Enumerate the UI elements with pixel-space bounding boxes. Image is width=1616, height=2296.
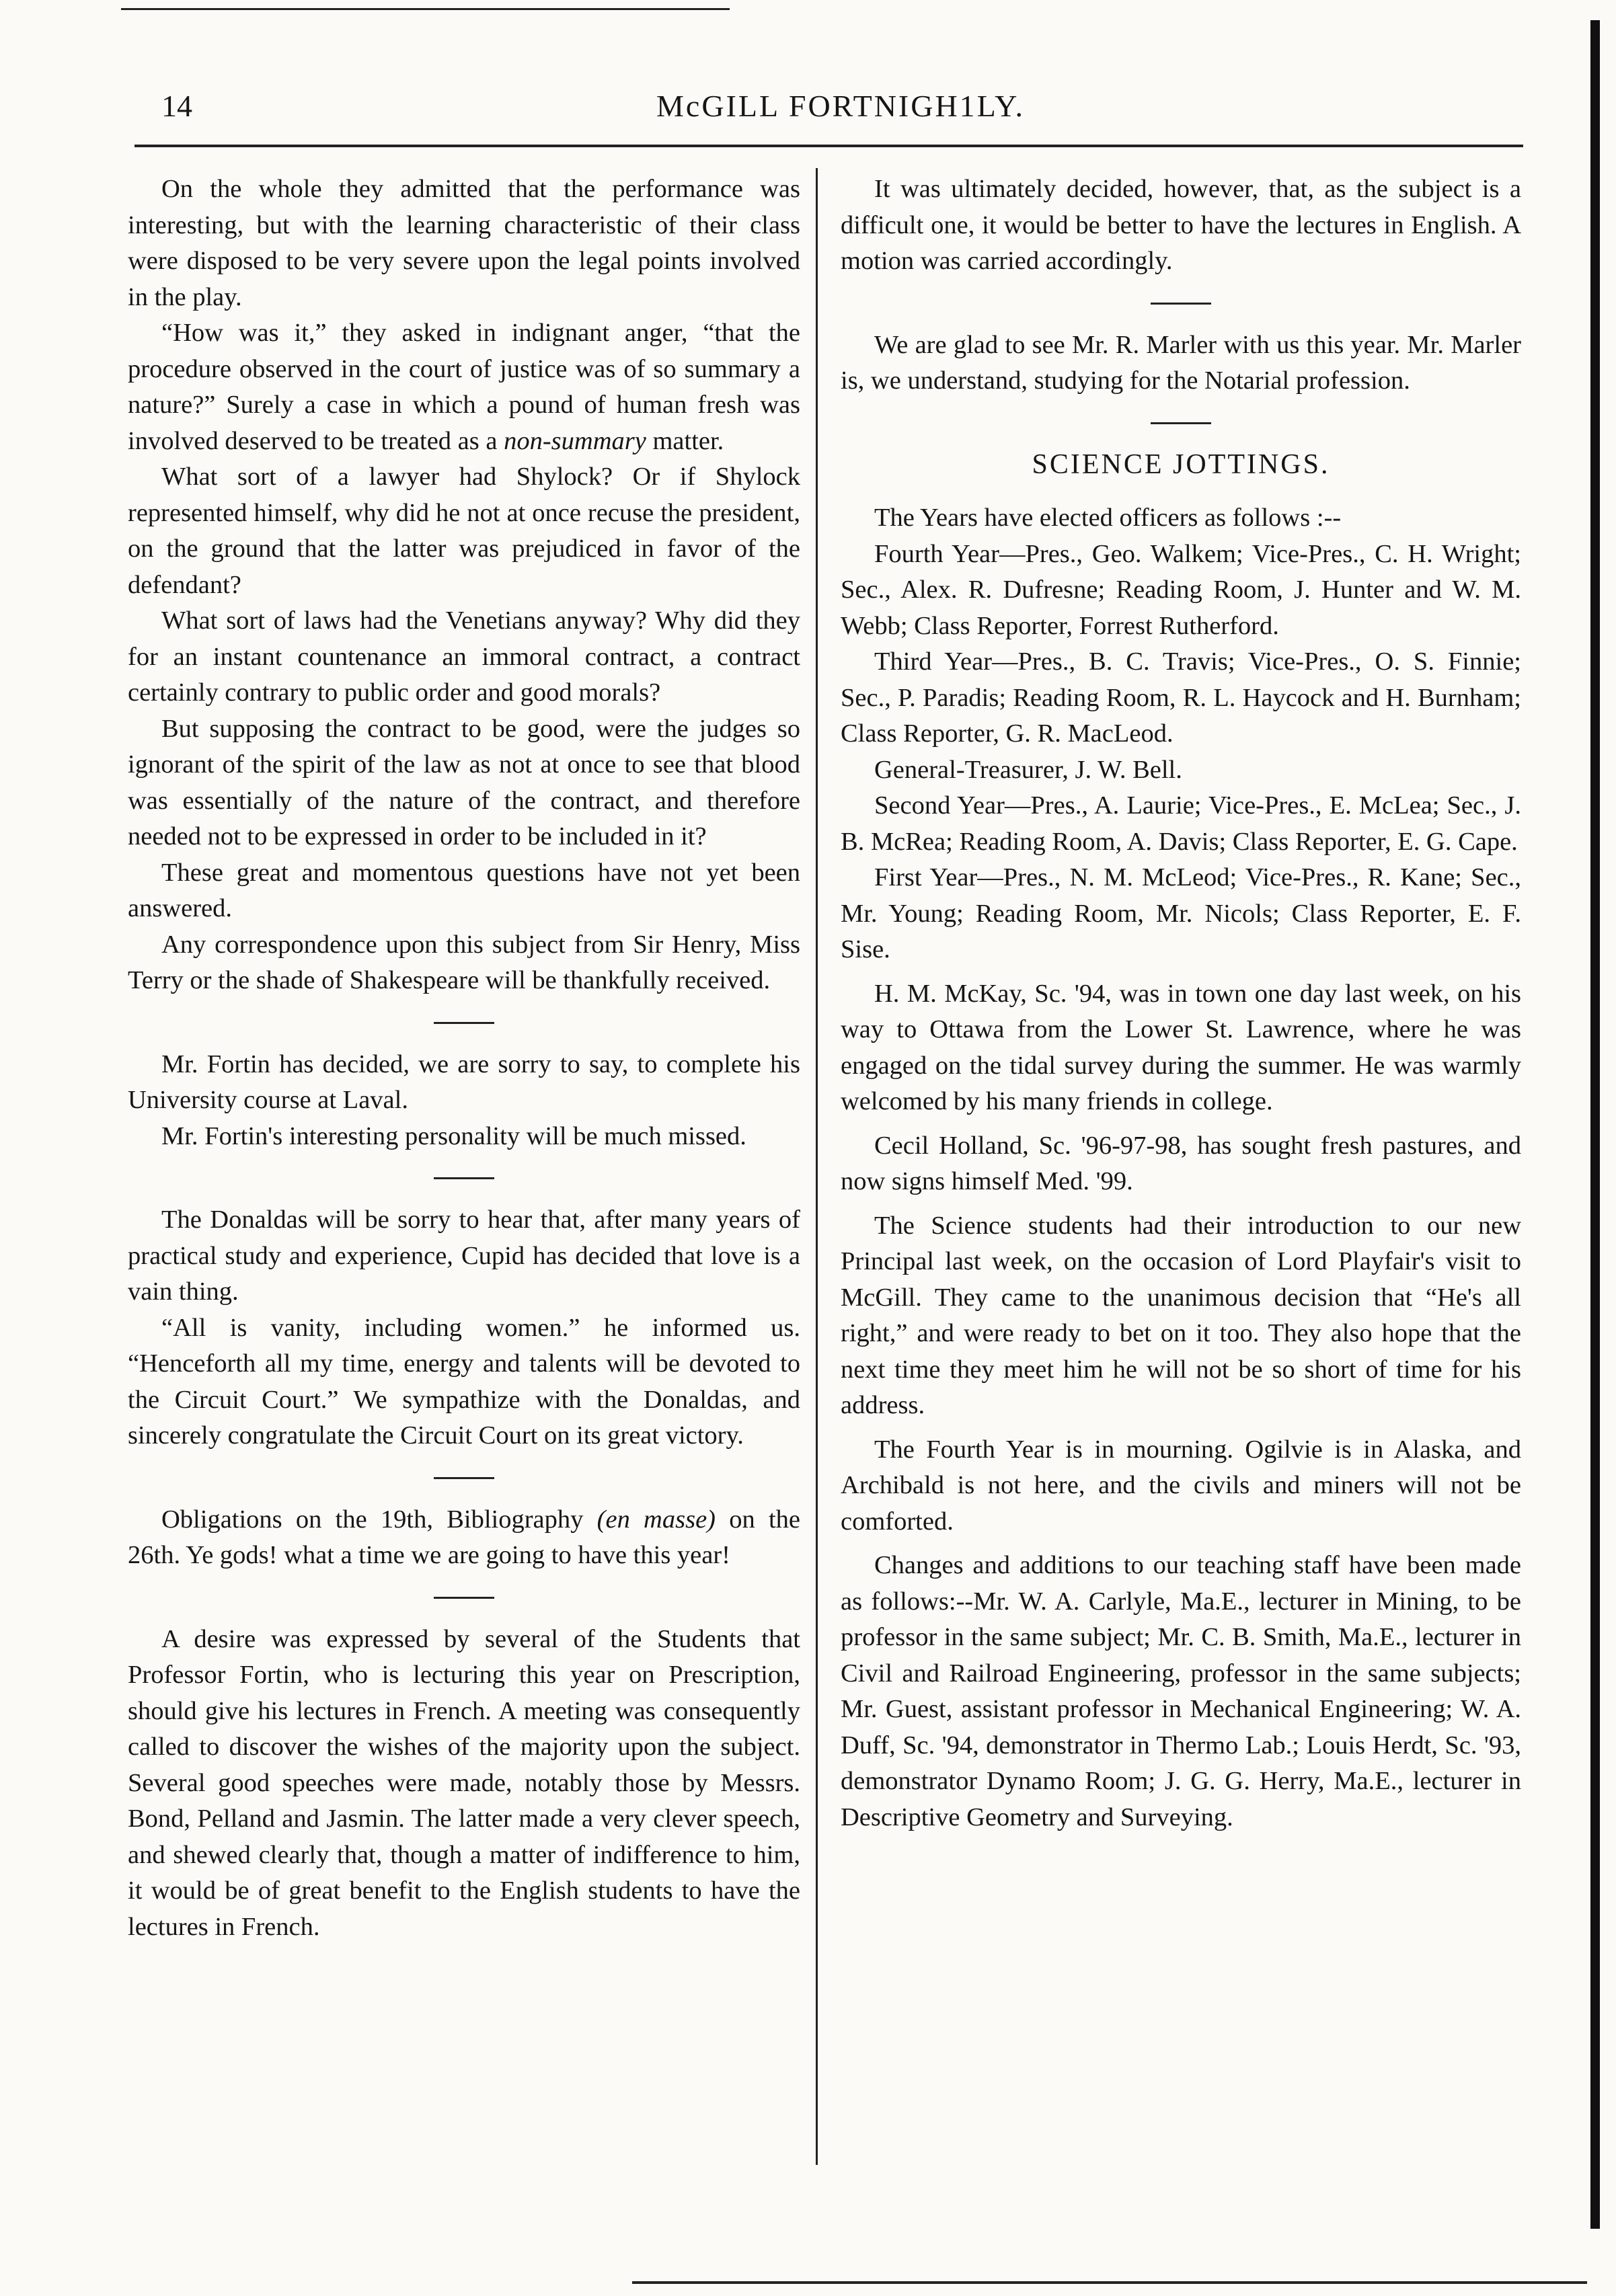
paragraph: “All is vanity, including women.” he informed us. “Henceforth all my time, energy and talents will be devoted to the Circuit Court.” We sympathize with the Donaldas, and sincerely congratulate the Circuit Court on its great victory. bbox=[128, 1313, 800, 1450]
section-separator bbox=[434, 1177, 494, 1179]
news-item: The Science students had their introduction to our new Principal last week, on the occasion of Lord Playfair's visit to McGill. They came to the unanimous decision that “He's all right,” and were ready to bet on it too. They also hope that the next time they meet him he will not be so short of time for his address. bbox=[841, 1211, 1521, 1419]
paragraph: Mr. Fortin has decided, we are sorry to say, to complete his University course at Laval. bbox=[128, 1050, 800, 1114]
paragraph: Any correspondence upon this subject from Sir Henry, Miss Terry or the shade of Shakespeare will be thankfully received. bbox=[128, 930, 800, 994]
paragraph: What sort of laws had the Venetians anyway? Why did they for an instant countenance an immoral contract, a contract certainly contrary to public order and good morals? bbox=[128, 606, 800, 707]
italic-phrase: non-summary bbox=[504, 426, 646, 455]
officers-entry: General-Treasurer, J. W. Bell. bbox=[874, 755, 1182, 784]
section-separator bbox=[434, 1022, 494, 1024]
section-separator bbox=[434, 1477, 494, 1479]
paragraph: “How was it,” they asked in indignant anger, “that the procedure observed in the court of justice was of so summary a nature?” Surely a case in which a pound of human fresh was involved deserved to be treated as a non-summary matter. bbox=[128, 319, 800, 455]
section-separator bbox=[1151, 422, 1211, 424]
officers-entry: Third Year—Pres., B. C. Travis; Vice-Pres., O. S. Finnie; Sec., P. Paradis; Reading Room, R. L. Haycock and H. Burnham; Class Reporter, G. R. MacLeod. bbox=[841, 647, 1521, 748]
italic-phrase: (en masse) bbox=[597, 1505, 716, 1534]
section-separator bbox=[434, 1597, 494, 1599]
page-number: 14 bbox=[161, 89, 192, 123]
paragraph: Obligations on the 19th, Bibliography (en masse) on the 26th. Ye gods! what a time we are going to have this year! bbox=[128, 1505, 801, 1569]
officers-entry: Fourth Year—Pres., Geo. Walkem; Vice-Pres., C. H. Wright; Sec., Alex. R. Dufresne; Reading Room, J. Hunter and W. M. Webb; Class Reporter, Forrest Rutherford. bbox=[841, 539, 1521, 640]
section-heading: SCIENCE JOTTINGS. bbox=[1032, 448, 1330, 480]
news-item: H. M. McKay, Sc. '94, was in town one day last week, on his way to Ottawa from the Lower St. Lawrence, where he was engaged on the tidal survey during the summer. He was warmly welcomed by his many friends in college. bbox=[841, 979, 1521, 1115]
paragraph: What sort of a lawyer had Shylock? Or if Shylock represented himself, why did he not at once recuse the president, on the ground that the latter was prejudiced in favor of the defendant? bbox=[128, 463, 800, 599]
page-header bbox=[161, 84, 1520, 131]
running-title: McGILL FORTNIGH1LY. bbox=[656, 89, 1025, 123]
news-item: Changes and additions to our teaching staff have been made as follows:--Mr. W. A. Carlyle, Ma.E., lecturer in Mining, to be professor in the same subject; Mr. C. B. Smith, Ma.E., lecturer in Civil and Railroad Engineering, professor in the same subjects; Mr. Guest, assistant professor in Mechanical Engineering; W. A. Duff, Sc. '94, demonstrator in Thermo Lab.; Louis Herdt, Sc. '93, demonstrator Dynamo Room; J. G. G. Herry, Ma.E., lecturer in Descriptive Geometry and Surveying. bbox=[841, 1551, 1521, 1831]
news-item: The Fourth Year is in mourning. Ogilvie is in Alaska, and Archibald is not here, and the civils and miners will not be comforted. bbox=[841, 1435, 1521, 1536]
paragraph: A desire was expressed by several of the Students that Professor Fortin, who is lecturing this year on Prescription, should give his lectures in French. A meeting was consequently called to discover the wishes of the majority upon the subject. Several good speeches were made, notably those by Messrs. Bond, Pelland and Jasmin. The latter made a very clever speech, and shewed clearly that, though a matter of indifference to him, it would be of great benefit to the English students to have the lectures in French. bbox=[128, 1624, 800, 1941]
left-column bbox=[128, 171, 800, 1945]
header-rule bbox=[134, 145, 1523, 147]
paragraph: Mr. Fortin's interesting personality will be much missed. bbox=[161, 1121, 746, 1150]
right-edge-bar bbox=[1590, 20, 1600, 2229]
paragraph: On the whole they admitted that the performance was interesting, but with the learning characteristic of their class were disposed to be very severe upon the legal points involved in the play. bbox=[128, 175, 800, 311]
bottom-scan-rule bbox=[632, 2281, 1587, 2284]
paragraph: The Donaldas will be sorry to hear that, after many years of practical study and experience, Cupid has decided that love is a vain thing. bbox=[128, 1205, 800, 1306]
section-separator bbox=[1151, 303, 1211, 305]
right-column bbox=[841, 171, 1521, 1835]
news-item: Cecil Holland, Sc. '96-97-98, has sought fresh pastures, and now signs himself Med. '99. bbox=[841, 1131, 1521, 1195]
officers-intro: The Years have elected officers as follows :-- bbox=[874, 504, 1342, 532]
top-scan-rule bbox=[121, 8, 730, 10]
officers-entry: First Year—Pres., N. M. McLeod; Vice-Pres., R. Kane; Sec., Mr. Young; Reading Room, Mr. Nicols; Class Reporter, E. F. Sise. bbox=[841, 863, 1521, 963]
paragraph: These great and momentous questions have not yet been answered. bbox=[128, 858, 800, 922]
paragraph: It was ultimately decided, however, that, as the subject is a difficult one, it would be better to have the lectures in English. A motion was carried accordingly. bbox=[841, 175, 1521, 275]
paragraph: But supposing the contract to be good, were the judges so ignorant of the spirit of the law as not at once to see that blood was essentially of the nature of the contract, and therefore needed not to be expressed in order to be included in it? bbox=[128, 714, 800, 850]
paragraph: We are glad to see Mr. R. Marler with us this year. Mr. Marler is, we understand, studying for the Notarial profession. bbox=[841, 330, 1521, 395]
column-divider bbox=[816, 168, 818, 2165]
officers-entry: Second Year—Pres., A. Laurie; Vice-Pres., E. McLea; Sec., J. B. McRea; Reading Room, A. Davis; Class Reporter, E. G. Cape. bbox=[841, 791, 1521, 856]
